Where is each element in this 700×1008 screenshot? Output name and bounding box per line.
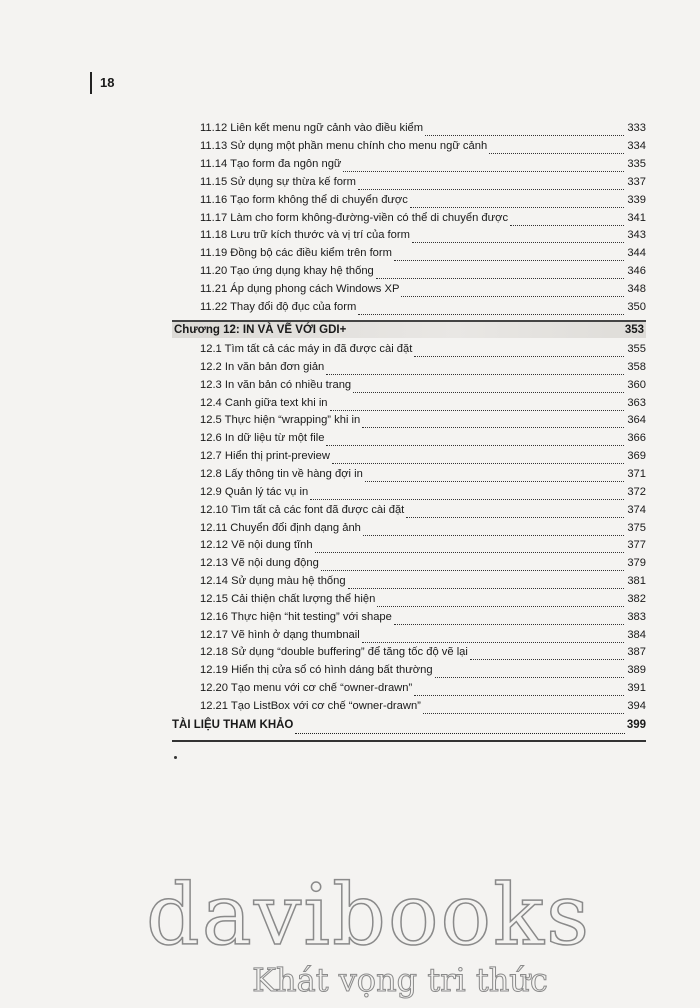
toc-entry-title: 11.15 Sử dụng sự thừa kế form: [200, 175, 356, 188]
leader-dots: [332, 452, 624, 464]
toc-entry-page: 341: [627, 211, 646, 224]
toc-entry-title: 11.21 Áp dụng phong cách Windows XP: [200, 283, 400, 296]
toc-entry: [200, 359, 646, 375]
toc-entry: [200, 680, 646, 696]
toc-entry-page: 358: [627, 360, 646, 373]
leader-dots: [326, 363, 624, 375]
toc-entry-title: 12.13 Vẽ nội dung động: [200, 557, 319, 570]
leader-dots: [343, 160, 624, 172]
toc-entry-page: 360: [627, 378, 646, 391]
toc-entry-page: 348: [627, 283, 646, 296]
toc-entry-page: 355: [627, 343, 646, 355]
toc-entry-title: 12.9 Quản lý tác vụ in: [200, 485, 309, 498]
toc-entry-title: 12.8 Lấy thông tin về hàng đợi in: [200, 467, 363, 480]
toc-entry-title: 12.11 Chuyển đổi định dạng ảnh: [200, 521, 361, 534]
leader-dots: [358, 303, 624, 315]
leader-dots: [377, 595, 624, 607]
toc-entry-page: 333: [627, 122, 646, 134]
toc-entry: [200, 341, 646, 357]
toc-entry: [200, 210, 646, 226]
toc-entry-page: 337: [627, 175, 646, 188]
leader-dots: [410, 196, 624, 208]
toc-entry: [200, 662, 646, 678]
chapter-page: 353: [624, 324, 644, 336]
toc-entry-title: 12.5 Thực hiện “wrapping” khi in: [200, 414, 361, 427]
leader-dots: [510, 214, 624, 226]
toc-entry-page: 381: [627, 575, 646, 588]
toc-entry-title: 12.6 In dữ liệu từ một file: [200, 432, 325, 445]
toc-entry-page: 369: [627, 450, 646, 463]
dot-mark: [174, 756, 177, 759]
leader-dots: [321, 559, 624, 571]
toc-entry-page: 372: [627, 485, 646, 498]
toc-entry: [200, 555, 646, 571]
toc-entry-page: 344: [627, 247, 646, 260]
references-entry: [172, 716, 646, 734]
toc-entry-page: 366: [627, 432, 646, 445]
leader-dots: [315, 541, 624, 553]
leader-dots: [310, 488, 624, 500]
leader-dots: [394, 613, 624, 625]
leader-dots: [394, 249, 624, 261]
toc-entry-page: 363: [627, 396, 646, 409]
leader-dots: [423, 702, 624, 714]
toc-entry: [200, 502, 646, 518]
leader-dots: [489, 142, 624, 154]
references-page: 399: [626, 719, 646, 731]
toc-entry: [200, 412, 646, 428]
toc-entry-page: 364: [627, 414, 646, 427]
toc-entry-page: 350: [627, 301, 646, 313]
toc-entry-page: 343: [627, 229, 646, 242]
toc-entry: [200, 281, 646, 297]
leader-dots: [435, 666, 624, 678]
divider: [172, 740, 646, 742]
toc-entry-page: 371: [627, 467, 646, 480]
toc-entry-page: 339: [627, 193, 646, 206]
toc-entry-title: 11.19 Đồng bộ các điều kiểm trên form: [200, 247, 392, 260]
toc-entry-page: 382: [627, 592, 646, 605]
toc-entry-title: 12.2 In văn bản đơn giản: [200, 360, 325, 373]
toc-entry-page: 334: [627, 139, 646, 152]
watermark-slogan: Khát vọng tri thức: [252, 961, 548, 999]
toc-entry: [200, 120, 646, 136]
toc-entry-title: 11.22 Thay đổi độ đục của form: [200, 301, 357, 313]
toc-entry-title: 12.14 Sử dụng màu hệ thống: [200, 575, 346, 588]
toc-entry: [200, 537, 646, 553]
leader-dots: [353, 381, 624, 393]
page-number: 18: [90, 72, 114, 94]
toc-entry: [200, 430, 646, 446]
leader-dots: [330, 399, 624, 411]
toc-entry-title: 12.4 Canh giữa text khi in: [200, 396, 328, 409]
toc-entry: [200, 192, 646, 208]
toc-entry-title: 11.20 Tạo ứng dụng khay hệ thống: [200, 265, 374, 278]
toc-entry: [200, 609, 646, 625]
toc-entry: [200, 156, 646, 172]
toc-entry: [200, 591, 646, 607]
toc-entry-title: 11.17 Làm cho form không-đường-viền có thể di chuyển được: [200, 211, 509, 224]
leader-dots: [401, 285, 624, 297]
chapter-title: Chương 12: IN VÀ VẼ VỚI GDI+: [174, 324, 347, 336]
toc-entry: [200, 138, 646, 154]
leader-dots: [363, 524, 624, 536]
toc-entry-page: 387: [627, 646, 646, 659]
toc-entry: [200, 448, 646, 464]
toc-entry-title: 11.18 Lưu trữ kích thước và vị trí của form: [200, 229, 410, 242]
toc-entry: [200, 627, 646, 643]
leader-dots: [365, 470, 624, 482]
toc-entry-page: 391: [627, 682, 646, 695]
references-title: TÀI LIỆU THAM KHẢO: [172, 719, 294, 731]
leader-dots: [406, 506, 624, 518]
chapter-12-heading: [172, 320, 646, 338]
leader-dots: [326, 434, 624, 446]
toc-entry: [200, 466, 646, 482]
toc-entry-page: 389: [627, 664, 646, 677]
leader-dots: [348, 577, 624, 589]
toc-entry-title: 11.14 Tạo form đa ngôn ngữ: [200, 157, 342, 170]
toc-entry: [200, 395, 646, 411]
toc-entry-title: 12.16 Thực hiện “hit testing” với shape: [200, 610, 392, 623]
toc-entry-page: 374: [627, 503, 646, 516]
toc-entry-title: 12.21 Tạo ListBox với cơ chế “owner-drawn”: [200, 700, 421, 712]
toc-entry-title: 12.17 Vẽ hình ở dạng thumbnail: [200, 628, 360, 641]
toc-entry-page: 335: [627, 157, 646, 170]
toc-entry: [200, 245, 646, 261]
toc-entry-title: 12.15 Cải thiện chất lượng thể hiện: [200, 592, 376, 605]
leader-dots: [412, 231, 624, 243]
toc-entry-title: 12.19 Hiển thị cửa sổ có hình dáng bất thường: [200, 664, 433, 677]
toc-entry-page: 383: [627, 610, 646, 623]
toc-entry-title: 11.16 Tạo form không thể di chuyển được: [200, 193, 408, 206]
leader-dots: [362, 631, 624, 643]
toc-entry-page: 394: [627, 700, 646, 712]
toc-entry-page: 346: [627, 265, 646, 278]
toc-entry: [200, 698, 646, 714]
leader-dots: [295, 721, 624, 734]
toc-entry-title: 12.1 Tìm tất cả các máy in đã được cài đặt: [200, 343, 413, 355]
toc-entry: [200, 263, 646, 279]
toc-entry-title: 12.12 Vẽ nội dung tĩnh: [200, 539, 313, 552]
toc-entry-page: 384: [627, 628, 646, 641]
leader-dots: [470, 648, 624, 660]
leader-dots: [376, 267, 624, 279]
watermark-brand: davibooks: [146, 866, 592, 964]
toc-entry: [200, 520, 646, 536]
toc-entry: [200, 299, 646, 315]
leader-dots: [358, 178, 624, 190]
toc-entry: [200, 174, 646, 190]
toc-entry-title: 12.18 Sử dụng “double buffering” để tăng tốc độ vẽ lại: [200, 646, 468, 659]
toc-entry: [200, 377, 646, 393]
leader-dots: [362, 416, 624, 428]
leader-dots: [425, 124, 624, 136]
toc-entry-page: 379: [627, 557, 646, 570]
toc-entry: [200, 484, 646, 500]
toc-entry: [200, 644, 646, 660]
toc-entry-title: 11.13 Sử dụng một phần menu chính cho menu ngữ cảnh: [200, 139, 488, 152]
toc-entry-title: 12.7 Hiển thị print-preview: [200, 450, 330, 463]
leader-dots: [414, 345, 624, 357]
toc-entry-title: 12.20 Tạo menu với cơ chế “owner-drawn”: [200, 682, 413, 695]
toc-entry-page: 375: [627, 521, 646, 534]
leader-dots: [414, 684, 624, 696]
toc-entry: [200, 227, 646, 243]
toc-entry-title: 12.10 Tìm tất cả các font đã được cài đặt: [200, 503, 405, 516]
toc-entry-page: 377: [627, 539, 646, 552]
toc-entry-title: 12.3 In văn bản có nhiều trang: [200, 378, 352, 391]
toc-entry-title: 11.12 Liên kết menu ngữ cảnh vào điều kiểm: [200, 122, 424, 134]
toc-entry: [200, 573, 646, 589]
